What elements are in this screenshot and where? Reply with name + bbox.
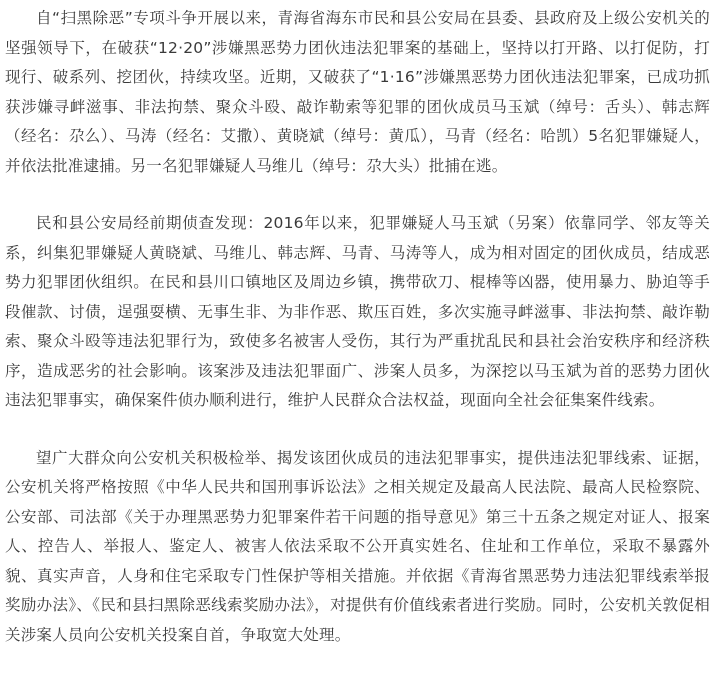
paragraph-investigation-findings: 民和县公安局经前期侦查发现：2016年以来，犯罪嫌疑人马玉斌（另案）依靠同学、邻友等关系，纠集犯罪嫌疑人黄晓斌、马维儿、韩志辉、马青、马涛等人，成为相对固定的团伙成员，结成恶势力犯罪团伙组织。在民和县川口镇地区及周边乡镇，携带砍刀、棍棒等凶器，使用暴力、胁迫等手段催款、讨债，逞强耍横、无事生非、为非作恶、欺压百姓，多次实施寻衅滋事、非法拘禁、敲诈勒索、聚众斗殴等违法犯罪行为，致使多名被害人受伤，其行为严重扰乱民和县社会治安秩序和经济秩序，造成恶劣的社会影响。该案涉及违法犯罪面广、涉案人员多，为深挖以马玉斌为首的恶势力团伙违法犯罪事实，确保案件侦办顺利进行，维护人民群众合法权益，现面向全社会征集案件线索。 xyxy=(5,214,710,409)
paragraph-case-announcement: 自“扫黑除恶”专项斗争开展以来，青海省海东市民和县公安局在县委、县政府及上级公安机关的坚强领导下，在破获“12·20”涉嫌黑恶势力团伙违法犯罪案的基础上，坚持以打开路、以打促防，打现行、破系列、挖团伙，持续攻坚。近期，又破获了“1·16”涉嫌黑恶势力团伙违法犯罪案，已成功抓获涉嫌寻衅滋事、非法拘禁、聚众斗殴、敲诈勒索等犯罪的团伙成员马玉斌（绰号：舌头）、韩志辉（经名：尕么）、马涛（经名：艾撒）、黄晓斌（绰号：黄瓜），马青（经名：哈凯）5名犯罪嫌疑人，并依法批准逮捕。另一名犯罪嫌疑人马维儿（绰号：尕大头）批捕在逃。 xyxy=(5,9,710,175)
paragraph-public-appeal: 望广大群众向公安机关积极检举、揭发该团伙成员的违法犯罪事实，提供违法犯罪线索、证据，公安机关将严格按照《中华人民共和国刑事诉讼法》之相关规定及最高人民法院、最高人民检察院、公安部、司法部《关于办理黑恶势力犯罪案件若干问题的指导意见》第三十五条之规定对证人、报案人、控告人、举报人、鉴定人、被害人依法采取不公开真实姓名、住址和工作单位，采取不暴露外貌、真实声音，人身和住宅采取专门性保护等相关措施。并依据《青海省黑恶势力违法犯罪线索举报奖励办法》、《民和县扫黑除恶线索奖励办法》，对提供有价值线索者进行奖励。同时，公安机关敦促相关涉案人员向公安机关投案自首，争取宽大处理。 xyxy=(5,448,710,644)
